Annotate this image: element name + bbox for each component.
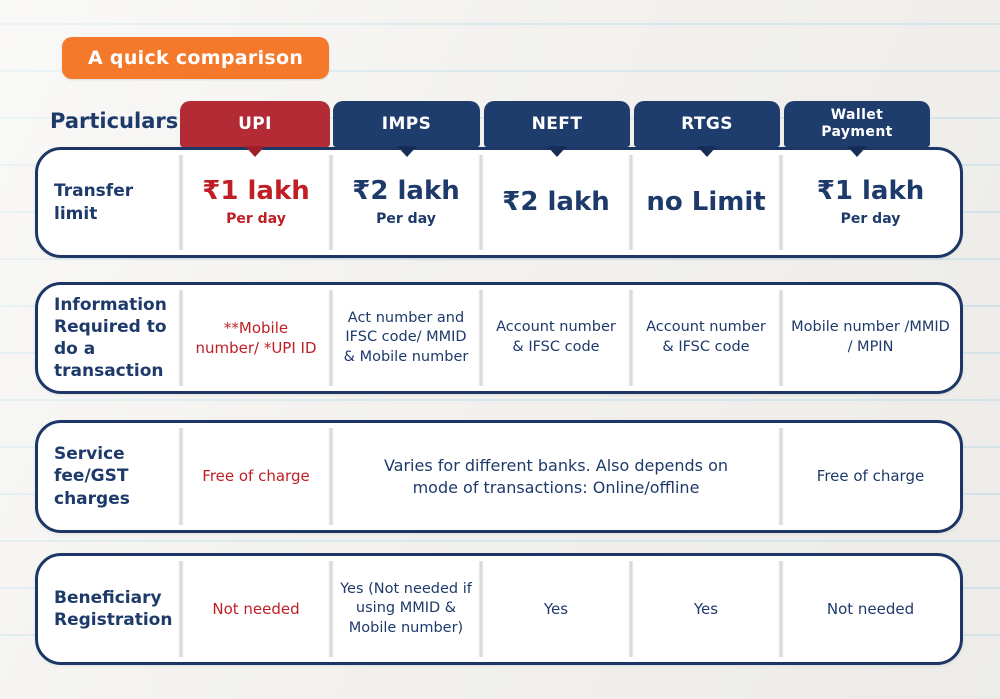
column-header-neft-label: NEFT	[531, 113, 583, 134]
transfer-limit-imps-value: ₹2 lakh	[352, 175, 460, 206]
cell-information-imps: Act number and IFSC code/ MMID & Mobile number	[331, 285, 481, 391]
cell-beneficiary-upi: Not needed	[181, 556, 331, 662]
transfer-limit-neft-value: ₹2 lakh	[502, 186, 610, 217]
row-information-required	[35, 282, 963, 394]
cell-service-fee-upi: Free of charge	[181, 423, 331, 530]
cell-beneficiary-neft: Yes	[481, 556, 631, 662]
column-header-rtgs	[634, 101, 780, 147]
column-header-upi-label: UPI	[238, 113, 272, 134]
column-header-wallet-payment	[784, 101, 930, 147]
row-label-beneficiary-registration: Beneficiary Registration	[54, 587, 173, 630]
row-transfer-limit	[35, 147, 963, 258]
cell-transfer-limit-neft	[481, 150, 631, 255]
cell-beneficiary-wallet: Not needed	[781, 556, 960, 662]
row-label-transfer-limit: Transfer limit	[54, 181, 134, 224]
transfer-limit-wallet-value: ₹1 lakh	[816, 175, 925, 206]
title-badge-label: A quick comparison	[88, 47, 304, 69]
particulars-column-header: Particulars	[50, 109, 179, 133]
row-label-service-fee: Service fee/GST charges	[54, 444, 130, 509]
column-header-wallet-payment-label: Wallet Payment	[821, 107, 893, 140]
transfer-limit-rtgs-value: no Limit	[646, 186, 766, 217]
column-header-rtgs-label: RTGS	[681, 113, 733, 134]
column-header-imps	[333, 101, 480, 147]
transfer-limit-wallet-period: Per day	[840, 210, 901, 227]
cell-beneficiary-imps: Yes (Not needed if using MMID & Mobile number)	[331, 556, 481, 662]
column-header-upi	[180, 101, 330, 147]
cell-information-wallet: Mobile number /MMID / MPIN	[781, 285, 960, 391]
cell-service-fee-wallet: Free of charge	[781, 423, 960, 530]
row-service-fee	[35, 420, 963, 533]
transfer-limit-upi-value: ₹1 lakh	[202, 175, 310, 206]
cell-service-fee-imps-neft-rtgs: Varies for different banks. Also depends on mode of transactions: Online/offline	[331, 423, 781, 530]
cell-transfer-limit-upi	[181, 150, 331, 255]
column-header-neft	[484, 101, 630, 147]
cell-transfer-limit-rtgs	[631, 150, 781, 255]
cell-information-upi: **Mobile number/ *UPI ID	[181, 285, 331, 391]
cell-transfer-limit-wallet	[781, 150, 960, 255]
cell-information-rtgs: Account number & IFSC code	[631, 285, 781, 391]
transfer-limit-upi-period: Per day	[226, 210, 286, 227]
cell-transfer-limit-imps	[331, 150, 481, 255]
transfer-limit-imps-period: Per day	[376, 210, 436, 227]
column-header-imps-label: IMPS	[381, 113, 432, 134]
title-badge	[62, 37, 329, 79]
row-label-information-required: Information Required to do a transaction	[54, 294, 167, 382]
row-beneficiary-registration	[35, 553, 963, 665]
cell-beneficiary-rtgs: Yes	[631, 556, 781, 662]
cell-information-neft: Account number & IFSC code	[481, 285, 631, 391]
